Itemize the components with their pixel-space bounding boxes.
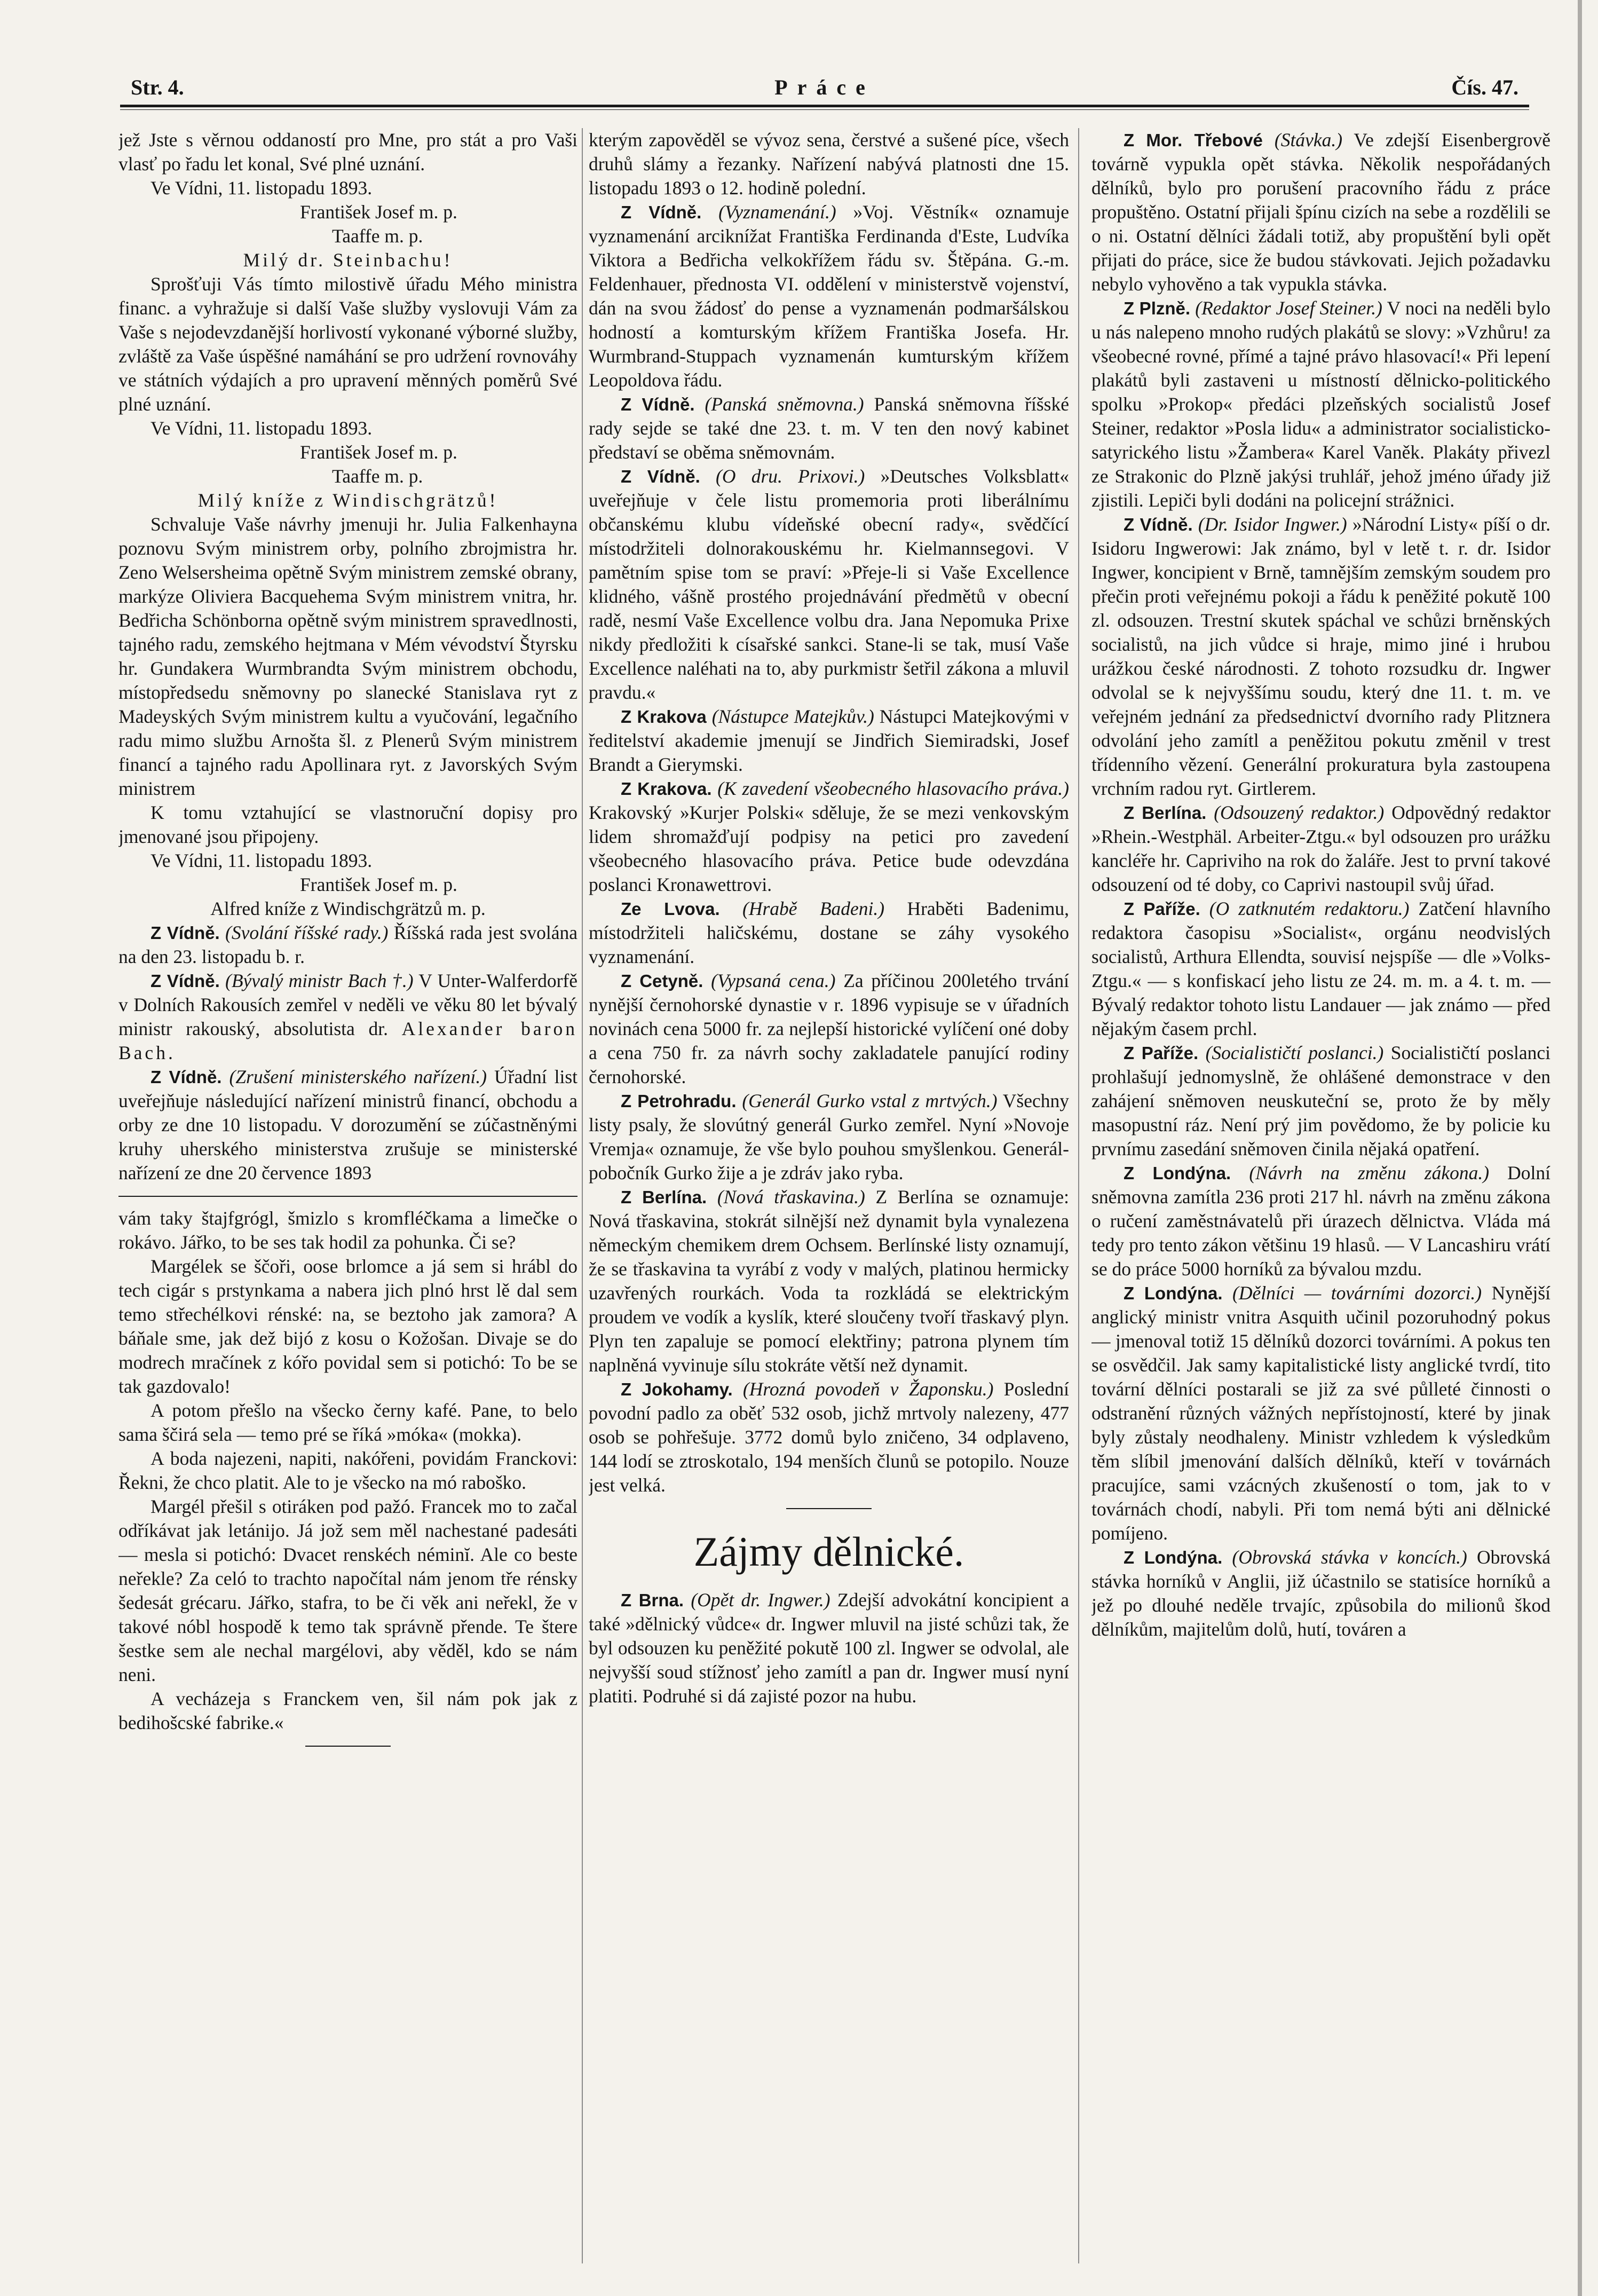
signature: František Josef m. p.	[300, 201, 457, 223]
news-item: Z Londýna. (Návrh na změnu zákona.) Dolní sněmovna zamítla 236 proti 217 hl. návrh na změnu zákona o ručení zaměstnávatelů při úrazech dělnictva. Vláda má tedy pro tento zákon většinu 19 hlasů. — V Lancashiru vrátí se do práce 5000 horníků za bývalou mzdu.	[1091, 1162, 1550, 1280]
section-separator	[118, 1196, 578, 1197]
letter-salutation: Milý kníže z Windischgrätzů!	[197, 490, 499, 511]
letter-date: Ve Vídni, 11. listopadu 1893.	[151, 850, 373, 871]
news-item: Z Berlína. (Nová třaskavina.) Z Berlína se oznamuje: Nová třaskavina, stokrát silnější než dynamit byla vynalezena německým chemikem drem Ochsem. Berlínské listy oznamují, že se třaskavina ta vyrábí z vody v malých, platinou hermicky uzavřených rourkách. Voda ta rozkládá se elektrickým proudem ve vodík a kyslík, které sloučeny tvoří třaskavý plyn. Plyn ten zapaluje se pomocí elektřiny; patrona plynem tím naplněná vyvinuje sílu stokráte větší než dynamit.	[589, 1186, 1069, 1376]
news-item: Z Brna. (Opět dr. Ingwer.) Zdejší advokátní koncipient a také »dělnický vůdce« dr. Ingwer mluvil na jisté schůzi tak, že byl odsouzen ku peněžité pokutě 100 zl. Ingwer se odvolal, ale nejvyšší soud stížnosť jeho zamítl a pan dr. Ingwer musí nyní platiti. Podruhé si dá zajisté pozor na hubu.	[589, 1589, 1069, 1707]
news-item: Z Plzně. (Redaktor Josef Steiner.) V noci na neděli bylo u nás nalepeno mnoho rudých plakátů se slovy: »Vzhůru! za všeobecné rovné, přímé a tajné právo hlasovací!« Při lepení plakátů byli zastaveni u místností dělnicko-politického spolku »Prokop« předáci plzeňských socialistů Josef Steiner, redaktor »Posla lidu« a administrator socialisticko-satyrického listu »Žambera« Karel Vaněk. Plakáty přivezl ze Strakonic do Plzně jakýsi truhlář, jehož jméno úřady již zjistili. Lepiči byli dodáni na policejní strážnici.	[1091, 297, 1550, 511]
news-item: Z Vídně. (Zrušení ministerského nařízení.) Úřadní list uveřejňuje následující nařízení ministrů financí, obchodu a orby ze dne 10 listopadu. V dorozumění se zúčastněnými kruhy uherského ministerstva zrušuje se ministerské nařízení ze dne 20 července 1893	[118, 1066, 578, 1183]
letter-text: Sprošťuji Vás tímto milostivě úřadu Mého ministra financ. a vyhražuje si další Vaše služby vyslovuji Vám za Vaše s nejodevzdanější horlivostí vykonané výborné služby, zvláště za Vaše úspěšné namáhání se pro udržení rovnováhy ve státních výdajích a pro upravení měnných poměrů Své plné uznání.	[118, 273, 578, 415]
news-item: Z Paříže. (Socialističtí poslanci.) Socialističtí poslanci prohlašují jednomyslně, že ohlášené demonstrace v den zahájení sněmoven neuskuteční se, proto že by měly masopustní ráz. Není prý jim povědomo, že by policie ku prvnímu zasedání sněmoven činila nějaká opatření.	[1091, 1042, 1550, 1159]
news-item: Z Petrohradu. (Generál Gurko vstal z mrtvých.) Všechny listy psaly, že slovútný generál Gurko zemřel. Nyní »Novoje Vremja« oznamuje, že vše bylo pouhou smyšlenkou. Generál-pobočník Gurko žije a je zdráv jako ryba.	[589, 1090, 1069, 1183]
news-item: Z Berlína. (Odsouzený redaktor.) Odpovědný redaktor »Rhein.-Westphäl. Arbeiter-Ztgu.« byl odsouzen pro urážku kancléře hr. Capriviho na rok do žaláře. Jest to první takové odsouzení od té doby, co Caprivi nastoupil svůj úřad.	[1091, 802, 1550, 895]
feuilleton-text: A boda najezeni, napiti, nakóřeni, povidám Franckovi: Řekni, že chco platit. Ale to je všecko na mó raboško.	[118, 1448, 578, 1493]
letter-text: jež Jste s věrnou oddaností pro Mne, pro stát a pro Vaši vlasť po řadu let konal, Své plné uznání.	[118, 129, 578, 175]
news-item: Z Londýna. (Dělníci — továrními dozorci.) Nynější anglický ministr vnitra Asquith učinil pozoruhodný pokus — jmenoval totiž 15 dělníků dozorci továrními. A pokus ten se osvědčil. Jak samy kapitalistické listy anglické tvrdí, tito tovární dělníci postarali se již za své půlleté činnosti o odstranění různých vážných nepřístojností, které by jinak byly zůstaly neodhaleny. Ministr vzhledem k výsledkům těm slíbil jmenování dalších dělníků, kteří v továrnách pracujíce, sami vzácných zkušeností o tom, jak to v továrnách chodí, nabyli. Při tom nemá býti ani dělnické pomíjeno.	[1091, 1282, 1550, 1544]
feuilleton-text: Margél přešil s otiráken pod pažó. Francek mo to začal odříkávat jak letánijo. Já jož sem měl nachestané padesáti — mesla si potichó: Dvacet renskéch néminĭ. Ale co beste neřekle? Za celó to trachto napočítal nám jenom tře rénsky šedesát grécaru. Jářko, stafra, to be či věk ani neřekl, že v takové nóbl hospodě k temo tak správně přende. Te štere šestke sem ale nechal margélovi, aby věděl, kdo se nám neni.	[118, 1496, 578, 1685]
news-item: Z Paříže. (O zatknutém redaktoru.) Zatčení hlavního redaktora časopisu »Socialist«, orgánu neodvislých socialistů, Arthura Ellendta, souvisí nejspíše — dle »Volks-Ztgu.« — s konfiskací jeho listu ze 24. m. m. a 4. t. m. — Bývalý redaktor tohoto listu Landauer — jak známo — před nějakým časem prchl.	[1091, 898, 1550, 1039]
column-2	[589, 128, 1069, 2263]
news-item: Z Krakova (Nástupce Matejkův.) Nástupci Matejkovými v ředitelství akademie jmenují se Jindřich Siemiradski, Josef Brandt a Gierymski.	[589, 706, 1069, 775]
news-item: Z Mor. Třebové (Stávka.) Ve zdejší Eisenbergrově továrně vypukla opět stávka. Několik nespořádaných dělníků, bylo pro porušení pracovního řádu z práce propuštěno. Ostatní přijali špínu cizích na sebe a rozdělili se o ni. Ostatní dělníci žádali totiž, aby propuštění byli opět přijati do práce, sice že budou stávkovati. Jejich požadavku nebylo vyhověno a tak vypukla stávka.	[1091, 129, 1550, 295]
feuilleton-text: vám taky štajfgrógl, šmizlo s kromfléčkama a limečke o rokávo. Jářko, to be ses tak hodil za pohunka. Či se?	[118, 1208, 578, 1253]
column-divider-1	[582, 128, 583, 2263]
page-header	[120, 64, 1529, 107]
news-item: kterým zapověděl se vývoz sena, čerstvé a sušené píce, všech druhů slámy a řezanky. Nařízení nabývá platnosti dne 15. listopadu 1893 o 12. hodině polední.	[589, 129, 1069, 199]
feuilleton-text: Margélek se ščoři, oose brlomce a já sem si hrábl do tech cigár s prstynkama a nabera jich plnó hrst lě dal sem temo střechélkovi rénské: na, se beztoho jak zamora? A báňale sme, jak dež bijó z kosu o Kožošan. Divaje se do modrech mračínek z kóřo povidal sem si potichó: To be se tak gazdovalo!	[118, 1256, 578, 1397]
header-rule	[120, 105, 1529, 107]
signature: Alfred kníže z Windischgrätzů m. p.	[210, 898, 486, 919]
news-item: Z Vídně. (Vyznamenání.) »Voj. Věstník« oznamuje vyznamenání arciknížat Františka Ferdinanda d'Este, Ludvíka Viktora a Bedřicha velkokřížem řádu sv. Štěpána. G.-m. Feldenhauer, přednosta VI. oddělení v ministerstvě vojenství, dán na svou žádosť do pense a vyznamenán podmaršálskou hodností a komturským křížem Františka Josefa. Hr. Wurmbrand-Stuppach vyznamenán kumturským křížem Leopoldova řádu.	[589, 201, 1069, 391]
short-rule	[786, 1508, 872, 1509]
signature: Taaffe m. p.	[332, 465, 423, 487]
news-item: Z Vídně. (Bývalý ministr Bach †.) V Unter-Walferdorfě v Dolních Rakousích zemřel v neděli ve věku 80 let bývalý ministr rakouský, absolutista dr. Alexander baron Bach.	[118, 970, 578, 1063]
signature: Taaffe m. p.	[332, 225, 423, 247]
letter-text: K tomu vztahující se vlastnoruční dopisy pro jmenované jsou připojeny.	[118, 802, 578, 847]
end-rule	[305, 1746, 391, 1747]
signature: František Josef m. p.	[300, 441, 457, 463]
letter-date: Ve Vídni, 11. listopadu 1893.	[151, 177, 373, 199]
news-item: Z Londýna. (Obrovská stávka v koncích.) Obrovská stávka horníků v Anglii, již účastnilo se statisíce horníků a jež po dlouhé neděle trvajíc, způsobila do milionů škod dělníkům, majitelům dolů, hutí, továren a	[1091, 1547, 1550, 1640]
section-heading: Zájmy dělnické.	[693, 1528, 964, 1575]
column-1	[118, 128, 578, 2263]
header-rule-thin	[120, 109, 1529, 110]
feuilleton-text: A vecházeja s Franckem ven, šil nám pok jak z bedihošcské fabrike.«	[118, 1688, 578, 1733]
news-item: Z Vídně. (Panská sněmovna.) Panská sněmovna říšské rady sejde se také dne 23. t. m. V ten den nový kabinet představí se oběma sněmovnám.	[589, 393, 1069, 463]
news-item: Ze Lvova. (Hrabě Badeni.) Hraběti Badenimu, místodržiteli haličskému, dostane se záhy vysokého vyznamenání.	[589, 898, 1069, 967]
page-edge-shadow	[1578, 0, 1582, 2296]
issue-number: Čís. 47.	[1451, 75, 1518, 99]
letter-text: Schvaluje Vaše návrhy jmenuji hr. Julia Falkenhayna poznovu Svým ministrem orby, polního zbrojmistra hr. Zeno Welsersheima opětně Svým ministrem zemské obrany, markýze Oliviera Bacquehema Svým ministrem vnitra, hr. Bedřicha Schönborna opětně svým ministrem spravedlnosti, tajného radu, zemského hejtmana v Mém vévodství Štyrsku hr. Gundakera Wurmbrandta Svým ministrem obchodu, místopředsedu sněmovny po slanecké Stanislava ryt z Madeyských Svým ministrem kultu a vyučování, legačního radu mimo službu Arnošta šl. z Plenerů Svým ministrem financí a tajného radu Apollinara ryt. z Javorských Svým ministrem	[118, 514, 578, 799]
news-item: Z Vídně. (O dru. Prixovi.) »Deutsches Volksblatt« uveřejňuje v čele listu promemoria proti liberálnímu občanskému klubu vídeňské obecní rady«, svědčící místodržiteli dolnorakouskému hr. Kielmannsegovi. V pamětním spise tom se praví: »Přeje-li si Vaše Excellence klidného, vášně prostého projednávání předmětů v obecní radě, nesmí Vaše Excellence volbu dra. Jana Nepomuka Prixe nikdy předložiti k císařské sankci. Stane-li se tak, musí Vaše Excellence naléhati na to, aby purkmistr šetřil zákona a mluvil pravdu.«	[589, 465, 1069, 703]
newspaper-title: Práce	[774, 75, 875, 99]
news-item: Z Krakova. (K zavedení všeobecného hlasovacího práva.) Krakovský »Kurjer Polski« sděluje, že se mezi venkovským lidem shromažďují podpisy na petici pro zavedení všeobecného hlasovacího práva. Petice bude odevzdána poslanci Kronawettrovi.	[589, 778, 1069, 895]
news-item: Z Vídně. (Svolání říšské rady.) Říšská rada jest svolána na den 23. listopadu b. r.	[118, 922, 578, 967]
page-number: Str. 4.	[131, 75, 184, 99]
letter-date: Ve Vídni, 11. listopadu 1893.	[151, 417, 373, 439]
feuilleton-text: A potom přešlo na všecko černy kafé. Pane, to belo sama ščirá sela — temo pré se říká »móka« (mokka).	[118, 1400, 578, 1445]
column-divider-2	[1078, 128, 1079, 2263]
news-item: Z Cetyně. (Vypsaná cena.) Za příčinou 200letého trvání nynější černohorské dynastie v r. 1896 vypisuje se v úřadních novinách cena 5000 fr. za nejlepší historické vylíčení oné doby a cena 750 fr. za návrh sochy zakladatele panující rodiny černohorské.	[589, 970, 1069, 1087]
news-item: Z Vídně. (Dr. Isidor Ingwer.) »Národní Listy« píší o dr. Isidoru Ingwerowi: Jak známo, byl v letě t. r. dr. Isidor Ingwer, koncipient v Brně, tamnějším zemským soudem pro přečin proti veřejnému pokoji a řádu k peněžité pokutě 100 zl. odsouzen. Trestní skutek spáchal ve schůzi brněnských socialistů, na jich vůdce si hraje, mimo jiné i hrubou urážkou české národnosti. Z tohoto rozsudku dr. Ingwer odvolal se k nejvyššímu soudu, který dne 11. t. m. ve veřejném jednání za předsednictví dvorního rady Plitznera odvolání jeho zamítl a peněžitou pokutu změnil v trest třídenního vězení. Generální prokuratura byla zastoupena vrchním radou ryt. Girtlerem.	[1091, 514, 1550, 799]
letter-salutation: Milý dr. Steinbachu!	[243, 249, 453, 271]
column-3	[1091, 128, 1550, 2263]
news-item: Z Jokohamy. (Hrozná povodeň v Žaponsku.) Poslední povodní padlo za oběť 532 osob, jichž mrtvoly nalezeny, 477 osob se pohřešuje. 3772 domů bylo zničeno, 34 odplaveno, 144 lodí se ztroskotalo, 194 menších člunů se potopilo. Nouze jest velká.	[589, 1378, 1069, 1496]
signature: František Josef m. p.	[300, 874, 457, 895]
